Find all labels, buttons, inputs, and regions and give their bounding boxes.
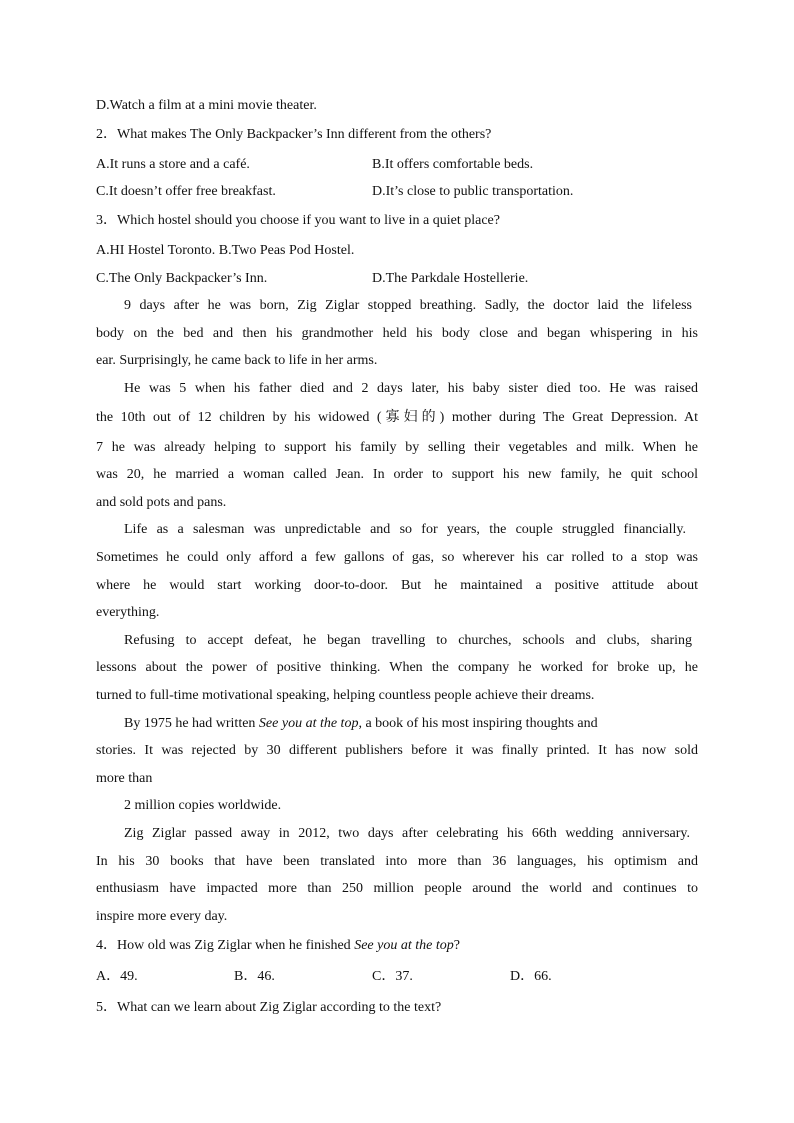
passage-p5-line-1 (124, 715, 698, 733)
q4-option-a: A．49. (96, 969, 138, 984)
q2-question: 2．What makes The Only Backpacker’s Inn different from the others? (96, 127, 492, 142)
passage-p5-line-2: stories. It was rejected by 30 different publishers before it was finally printed. It has now sold (96, 743, 698, 758)
passage-p2-line-3: 7 he was already helping to support his family by selling their vegetables and milk. When he (96, 440, 698, 455)
passage-p2-line-4: was 20, he married a woman called Jean. In order to support his new family, he quit school (96, 467, 698, 482)
q3-option-d: D.The Parkdale Hostellerie. (372, 271, 529, 286)
q4-option-b: B．46. (234, 969, 275, 984)
q4-question-mark: ? (453, 938, 460, 953)
q3-options-row-2 (96, 270, 698, 288)
passage-p3-line-1: Life as a salesman was unpredictable and so for years, the couple struggled financially. (124, 522, 686, 537)
passage-p3-line-3: where he would start working door-to-door. But he maintained a positive attitude about (96, 578, 698, 593)
passage-p5-line-3: more than (96, 771, 153, 786)
passage-p1-line-1: 9 days after he was born, Zig Ziglar stopped breathing. Sadly, the doctor laid the lifeless (124, 298, 692, 313)
q2-option-c: C.It doesn’t offer free breakfast. (96, 184, 276, 199)
passage-p1-line-3: ear. Surprisingly, he came back to life in her arms. (96, 353, 378, 368)
passage-p6-line-3: enthusiasm have impacted more than 250 million people around the world and continues to (96, 881, 698, 896)
passage-p2-line-5: and sold pots and pans. (96, 495, 227, 510)
q1-option-d: D.Watch a film at a mini movie theater. (96, 98, 317, 113)
passage-p6-line-1: Zig Ziglar passed away in 2012, two days after celebrating his 66th wedding anniversary. (124, 826, 690, 841)
q4-question (96, 937, 698, 955)
q2-option-d: D.It’s close to public transportation. (372, 184, 574, 199)
passage-p6-line-4: inspire more every day. (96, 909, 228, 924)
passage-p5-post: , a book of his most inspiring thoughts and (358, 716, 598, 731)
q2-option-a: A.It runs a store and a café. (96, 157, 250, 172)
q4-question-text: 4．How old was Zig Ziglar when he finished (96, 938, 355, 953)
q5-question: 5．What can we learn about Zig Ziglar according to the text? (96, 1000, 442, 1015)
passage-p4-line-3: turned to full-time motivational speaking, helping countless people achieve their dreams. (96, 688, 595, 703)
q4-book-title: See you at the top (354, 938, 454, 953)
q3-question: 3．Which hostel should you choose if you want to live in a quiet place? (96, 213, 500, 228)
q2-options-row-1 (96, 156, 698, 174)
q2-options-row-2 (96, 183, 698, 201)
passage-p1-line-2: body on the bed and then his grandmother held his body close and began whispering in his (96, 326, 698, 341)
passage-p3-line-4: everything. (96, 605, 160, 620)
passage-p3-line-2: Sometimes he could only afford a few gallons of gas, so wherever his car rolled to a stop was (96, 550, 698, 565)
q4-option-d: D．66. (510, 969, 552, 984)
q2-option-b: B.It offers comfortable beds. (372, 157, 534, 172)
passage-p2-line-1: He was 5 when his father died and 2 days later, his baby sister died too. He was raised (124, 381, 698, 396)
passage-p5-line-4: 2 million copies worldwide. (124, 798, 282, 813)
passage-p6-line-2: In his 30 books that have been translated into more than 36 languages, his optimism and (96, 854, 698, 869)
passage-p5-pre: By 1975 he had written (124, 716, 259, 731)
passage-p4-line-1: Refusing to accept defeat, he began travelling to churches, schools and clubs, sharing (124, 633, 692, 648)
book-title: See you at the top (258, 716, 359, 731)
passage-p4-line-2: lessons about the power of positive thinking. When the company he worked for broke up, he (96, 660, 698, 675)
q4-option-c: C．37. (372, 969, 413, 984)
passage-p2-line-2: the 10th out of 12 children by his widowed (寡妇的) mother during The Great Depression. At (96, 410, 698, 425)
q3-options-ab: A.HI Hostel Toronto. B.Two Peas Pod Hostel. (96, 243, 355, 258)
q3-option-c: C.The Only Backpacker’s Inn. (96, 271, 268, 286)
